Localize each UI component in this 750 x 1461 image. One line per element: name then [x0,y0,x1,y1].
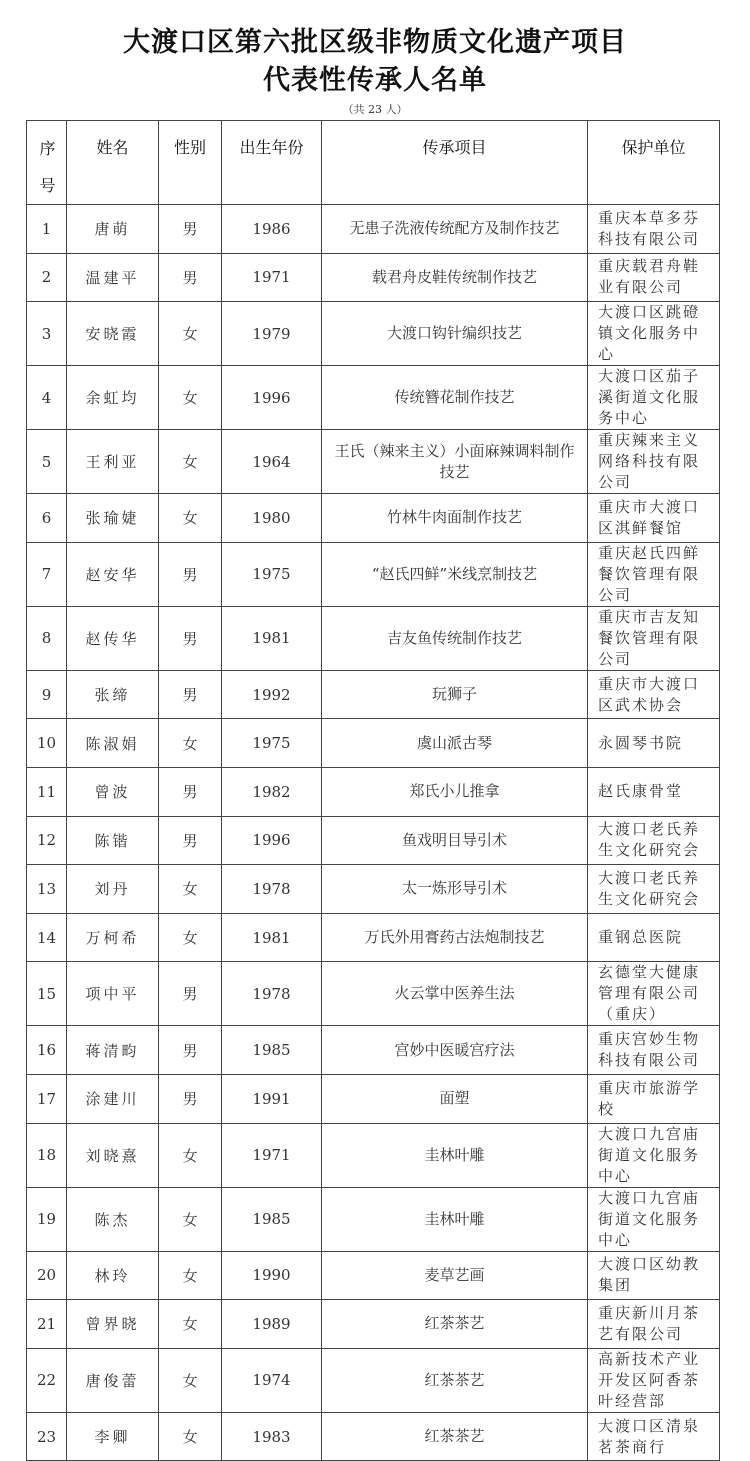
cell-gender: 男 [159,253,222,302]
cell-seq: 2 [27,253,67,302]
cell-seq: 19 [27,1187,67,1251]
cell-unit: 赵氏康骨堂 [588,767,720,816]
cell-birth-year: 1979 [222,302,322,366]
cell-gender: 女 [159,913,222,962]
cell-project: “赵氏四鲜”米线烹制技艺 [322,542,588,606]
table-row [27,366,720,430]
cell-unit: 大渡口区幼教集团 [588,1251,720,1300]
cell-unit: 玄德堂大健康管理有限公司（重庆） [588,962,720,1026]
cell-birth-year: 1971 [222,1123,322,1187]
cell-name: 唐萌 [67,205,159,254]
cell-gender: 男 [159,1026,222,1075]
cell-gender: 男 [159,205,222,254]
inheritors-table [26,120,720,1461]
table-row [27,542,720,606]
cell-seq: 17 [27,1074,67,1123]
cell-name: 赵安华 [67,542,159,606]
cell-seq: 16 [27,1026,67,1075]
cell-name: 林玲 [67,1251,159,1300]
cell-gender: 女 [159,494,222,543]
cell-seq: 15 [27,962,67,1026]
cell-project: 圭林叶雕 [322,1123,588,1187]
cell-seq: 22 [27,1348,67,1412]
cell-name: 余虹均 [67,366,159,430]
cell-project: 火云掌中医养生法 [322,962,588,1026]
table-header-row [27,121,720,205]
table-row [27,1074,720,1123]
cell-birth-year: 1978 [222,962,322,1026]
cell-seq: 13 [27,865,67,914]
cell-seq: 5 [27,430,67,494]
table-row [27,1348,720,1412]
cell-birth-year: 1981 [222,606,322,670]
cell-gender: 女 [159,865,222,914]
cell-gender: 男 [159,962,222,1026]
document-title-line-1: 大渡口区第六批区级非物质文化遗产项目 [123,27,627,58]
cell-name: 曾界晓 [67,1300,159,1349]
cell-gender: 男 [159,606,222,670]
cell-project: 麦草艺画 [322,1251,588,1300]
cell-project: 虞山派古琴 [322,719,588,768]
cell-seq: 11 [27,767,67,816]
cell-name: 赵传华 [67,606,159,670]
cell-gender: 女 [159,1300,222,1349]
cell-project: 传统簪花制作技艺 [322,366,588,430]
cell-project: 宫妙中医暖宫疗法 [322,1026,588,1075]
cell-gender: 女 [159,1348,222,1412]
cell-name: 王利亚 [67,430,159,494]
cell-seq: 3 [27,302,67,366]
cell-birth-year: 1971 [222,253,322,302]
table-row [27,1251,720,1300]
cell-name: 陈锴 [67,816,159,865]
cell-name: 蒋清畇 [67,1026,159,1075]
cell-birth-year: 1982 [222,767,322,816]
cell-gender: 女 [159,366,222,430]
cell-unit: 重庆市大渡口区武术协会 [588,670,720,719]
table-row [27,1026,720,1075]
cell-birth-year: 1985 [222,1026,322,1075]
cell-birth-year: 1986 [222,205,322,254]
cell-birth-year: 1983 [222,1412,322,1461]
table-row [27,719,720,768]
cell-project: 王氏（辣来主义）小面麻辣调料制作技艺 [322,430,588,494]
cell-project: 红茶茶艺 [322,1348,588,1412]
header-gender: 性别 [159,121,222,205]
cell-seq: 9 [27,670,67,719]
cell-birth-year: 1990 [222,1251,322,1300]
cell-name: 安晓霞 [67,302,159,366]
cell-unit: 永圆琴书院 [588,719,720,768]
cell-gender: 男 [159,542,222,606]
cell-seq: 21 [27,1300,67,1349]
cell-project: 面塑 [322,1074,588,1123]
cell-birth-year: 1975 [222,542,322,606]
cell-birth-year: 1985 [222,1187,322,1251]
header-unit: 保护单位 [588,121,720,205]
cell-project: 大渡口钩针编织技艺 [322,302,588,366]
cell-name: 陈淑娟 [67,719,159,768]
cell-birth-year: 1989 [222,1300,322,1349]
cell-gender: 女 [159,1123,222,1187]
cell-name: 张缔 [67,670,159,719]
table-row [27,253,720,302]
cell-seq: 12 [27,816,67,865]
cell-name: 温建平 [67,253,159,302]
cell-birth-year: 1992 [222,670,322,719]
table-row [27,205,720,254]
cell-project: 鱼戏明目导引术 [322,816,588,865]
cell-unit: 大渡口区茄子溪街道文化服务中心 [588,366,720,430]
cell-seq: 23 [27,1412,67,1461]
cell-unit: 大渡口老氏养生文化研究会 [588,816,720,865]
cell-birth-year: 1975 [222,719,322,768]
cell-unit: 重庆新川月茶艺有限公司 [588,1300,720,1349]
cell-seq: 6 [27,494,67,543]
cell-gender: 女 [159,1251,222,1300]
cell-name: 刘丹 [67,865,159,914]
cell-project: 红茶茶艺 [322,1300,588,1349]
table-row [27,913,720,962]
table-row [27,1123,720,1187]
cell-unit: 重庆赵氏四鲜餐饮管理有限公司 [588,542,720,606]
table-row [27,302,720,366]
table-row [27,865,720,914]
cell-unit: 重庆本草多芬科技有限公司 [588,205,720,254]
header-name: 姓名 [67,121,159,205]
cell-project: 竹林牛肉面制作技艺 [322,494,588,543]
cell-unit: 重庆载君舟鞋业有限公司 [588,253,720,302]
cell-project: 无患子洗液传统配方及制作技艺 [322,205,588,254]
table-row [27,1187,720,1251]
cell-project: 玩狮子 [322,670,588,719]
cell-name: 张瑜婕 [67,494,159,543]
cell-project: 载君舟皮鞋传统制作技艺 [322,253,588,302]
table-row [27,430,720,494]
table-row [27,606,720,670]
cell-seq: 8 [27,606,67,670]
document-title-line-2: 代表性传承人名单 [263,65,487,96]
cell-birth-year: 1974 [222,1348,322,1412]
table-row [27,494,720,543]
cell-birth-year: 1991 [222,1074,322,1123]
cell-project: 吉友鱼传统制作技艺 [322,606,588,670]
cell-project: 红茶茶艺 [322,1412,588,1461]
cell-name: 李卿 [67,1412,159,1461]
cell-seq: 10 [27,719,67,768]
table-row [27,1412,720,1461]
table-row [27,670,720,719]
cell-birth-year: 1996 [222,366,322,430]
cell-unit: 大渡口九宫庙街道文化服务中心 [588,1187,720,1251]
cell-project: 万氏外用膏药古法炮制技艺 [322,913,588,962]
cell-name: 曾波 [67,767,159,816]
cell-unit: 重庆市大渡口区淇鲜餐馆 [588,494,720,543]
cell-gender: 女 [159,302,222,366]
cell-unit: 大渡口区清泉茗茶商行 [588,1412,720,1461]
cell-unit: 大渡口区跳磴镇文化服务中心 [588,302,720,366]
cell-birth-year: 1964 [222,430,322,494]
cell-name: 万柯希 [67,913,159,962]
cell-name: 项中平 [67,962,159,1026]
table-row [27,767,720,816]
cell-seq: 4 [27,366,67,430]
cell-gender: 女 [159,1187,222,1251]
cell-gender: 男 [159,670,222,719]
cell-gender: 男 [159,816,222,865]
count-note: （共 23 人） [342,103,408,116]
cell-birth-year: 1980 [222,494,322,543]
cell-name: 涂建川 [67,1074,159,1123]
cell-project: 圭林叶雕 [322,1187,588,1251]
cell-seq: 18 [27,1123,67,1187]
cell-unit: 重庆宫妙生物科技有限公司 [588,1026,720,1075]
cell-unit: 大渡口九宫庙街道文化服务中心 [588,1123,720,1187]
cell-gender: 女 [159,1412,222,1461]
cell-unit: 高新技术产业开发区阿香茶叶经营部 [588,1348,720,1412]
cell-project: 太一炼形导引术 [322,865,588,914]
cell-seq: 7 [27,542,67,606]
cell-unit: 重庆市吉友知餐饮管理有限公司 [588,606,720,670]
cell-unit: 重庆辣来主义网络科技有限公司 [588,430,720,494]
cell-unit: 重庆市旅游学校 [588,1074,720,1123]
cell-birth-year: 1996 [222,816,322,865]
cell-unit: 大渡口老氏养生文化研究会 [588,865,720,914]
cell-gender: 女 [159,719,222,768]
cell-birth-year: 1978 [222,865,322,914]
cell-seq: 1 [27,205,67,254]
cell-name: 陈杰 [67,1187,159,1251]
table-row [27,1300,720,1349]
header-project: 传承项目 [322,121,588,205]
cell-name: 刘晓熹 [67,1123,159,1187]
table-row [27,816,720,865]
header-birth-year: 出生年份 [222,121,322,205]
cell-seq: 14 [27,913,67,962]
table-row [27,962,720,1026]
cell-birth-year: 1981 [222,913,322,962]
header-seq: 序号 [27,121,67,205]
cell-project: 郑氏小儿推拿 [322,767,588,816]
cell-seq: 20 [27,1251,67,1300]
cell-gender: 男 [159,767,222,816]
cell-name: 唐俊蕾 [67,1348,159,1412]
cell-gender: 女 [159,430,222,494]
cell-gender: 男 [159,1074,222,1123]
cell-unit: 重钢总医院 [588,913,720,962]
